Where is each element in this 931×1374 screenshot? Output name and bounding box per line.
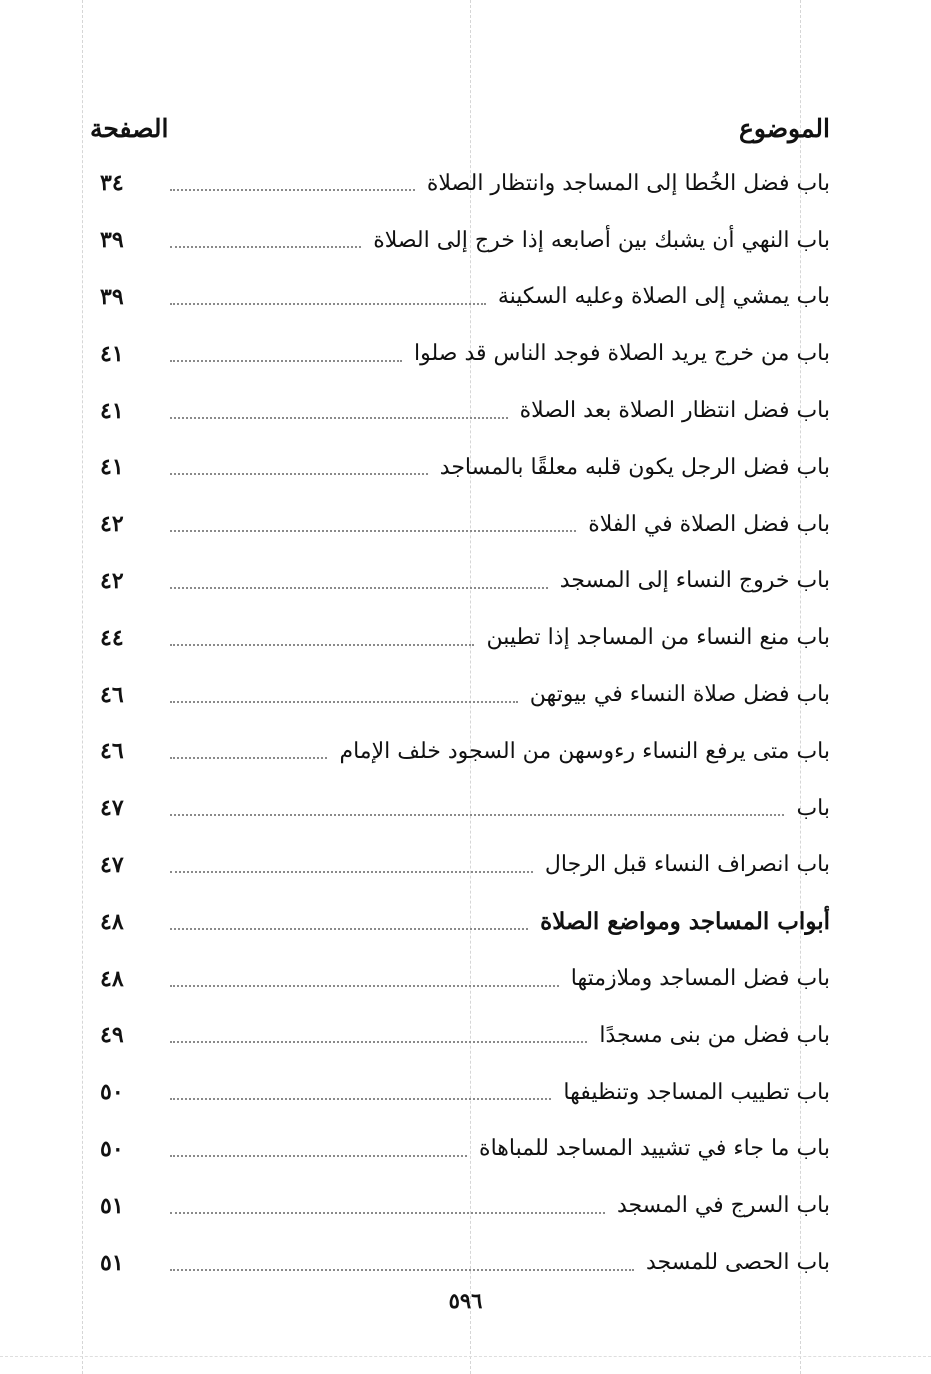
toc-entry-title: باب من خرج يريد الصلاة فوجد الناس قد صلوا [414,341,830,367]
toc-entry-page: ٤٩ [100,1022,124,1049]
dot-leader [170,1155,467,1157]
toc-entry-title: باب الحصى للمسجد [645,1250,830,1276]
dot-leader [170,1212,605,1214]
scan-guide-line [0,1356,931,1357]
toc-entry-page: ٥١ [100,1192,124,1219]
toc-entry[interactable] [100,1064,830,1121]
toc-entry-title: باب خروج النساء إلى المسجد [559,568,830,594]
toc-entry-page: ٤٨ [100,908,124,935]
toc-entry[interactable] [100,439,830,496]
toc-entry-title: أبواب المساجد ومواضع الصلاة [540,908,830,936]
toc-entry-title: باب فضل من بنى مسجدًا [599,1022,830,1048]
toc-entry-title: باب فضل الخُطا إلى المساجد وانتظار الصلاة [426,170,830,196]
dot-leader [170,985,559,987]
toc-entry-page: ٤٦ [100,681,124,708]
toc-entry[interactable] [100,1007,830,1064]
dot-leader [170,644,474,646]
toc-entry[interactable] [100,780,830,837]
dot-leader [170,1269,634,1271]
toc-entry-page: ٤٦ [100,738,124,765]
toc-entry[interactable] [100,1121,830,1178]
dot-leader [170,417,508,419]
toc-entry-title: باب تطييب المساجد وتنظيفها [563,1079,830,1105]
toc-entry-page: ٤٢ [100,567,124,594]
toc-entry[interactable] [100,950,830,1007]
dot-leader [170,814,784,816]
toc-entry-title: باب السرج في المسجد [616,1193,830,1219]
toc-entry-page: ٣٩ [100,283,124,310]
toc-entry-page: ٤٧ [100,795,124,822]
toc-header [90,108,830,148]
toc-entry-title: باب ما جاء في تشييد المساجد للمباهاة [479,1136,830,1162]
toc-entry[interactable] [100,496,830,553]
toc-entry[interactable] [100,666,830,723]
dot-leader [170,246,361,248]
toc-entry[interactable] [100,609,830,666]
dot-leader [170,360,402,362]
toc-entry[interactable] [100,1177,830,1234]
dot-leader [170,701,518,703]
toc-entry-title: باب متى يرفع النساء رءوسهن من السجود خلف الإمام [339,738,830,764]
dot-leader [170,757,327,759]
page-column-label: الصفحة [90,113,169,143]
toc-entry-title: باب منع النساء من المساجد إذا تطيبن [486,625,830,651]
dot-leader [170,928,528,930]
toc-entry[interactable] [100,1234,830,1291]
toc-entry-title: باب يمشي إلى الصلاة وعليه السكينة [497,284,830,310]
toc-entry-title: باب النهي أن يشبك بين أصابعه إذا خرج إلى الصلاة [373,227,830,253]
toc-entry-title: باب فضل انتظار الصلاة بعد الصلاة [519,398,830,424]
dot-leader [170,473,428,475]
toc-entry-page: ٣٩ [100,227,124,254]
toc-entry-page: ٣٤ [100,170,124,197]
page-number: ٥٩٦ [448,1288,483,1313]
toc-section-heading[interactable] [100,893,830,950]
toc-entry[interactable] [100,553,830,610]
toc-entry-title: باب [796,795,830,821]
dot-leader [170,530,576,532]
table-of-contents [100,155,830,1291]
toc-entry[interactable] [100,382,830,439]
toc-entry[interactable] [100,325,830,382]
toc-entry-page: ٥٠ [100,1135,124,1162]
toc-entry-page: ٤١ [100,340,124,367]
toc-entry-title: باب انصراف النساء قبل الرجال [544,852,830,878]
dot-leader [170,1098,551,1100]
dot-leader [170,587,548,589]
toc-entry-title: باب فضل صلاة النساء في بيوتهن [529,682,830,708]
toc-entry-page: ٤٤ [100,624,124,651]
dot-leader [170,303,486,305]
dot-leader [170,871,533,873]
toc-entry-title: باب فضل الرجل يكون قلبه معلقًا بالمساجد [439,454,830,480]
toc-entry-page: ٤١ [100,454,124,481]
toc-entry[interactable] [100,837,830,894]
dot-leader [170,1041,587,1043]
toc-entry[interactable] [100,155,830,212]
toc-entry[interactable] [100,212,830,269]
toc-entry[interactable] [100,723,830,780]
dot-leader [170,189,415,191]
toc-entry-page: ٤٧ [100,851,124,878]
toc-entry-page: ٤٨ [100,965,124,992]
toc-entry-title: باب فضل المساجد وملازمتها [570,966,830,992]
toc-entry-title: باب فضل الصلاة في الفلاة [588,511,830,537]
topic-column-label: الموضوع [739,113,830,143]
toc-entry-page: ٤١ [100,397,124,424]
scan-guide-line [82,0,83,1374]
toc-entry-page: ٥١ [100,1249,124,1276]
toc-entry-page: ٥٠ [100,1079,124,1106]
toc-entry[interactable] [100,269,830,326]
toc-entry-page: ٤٢ [100,511,124,538]
